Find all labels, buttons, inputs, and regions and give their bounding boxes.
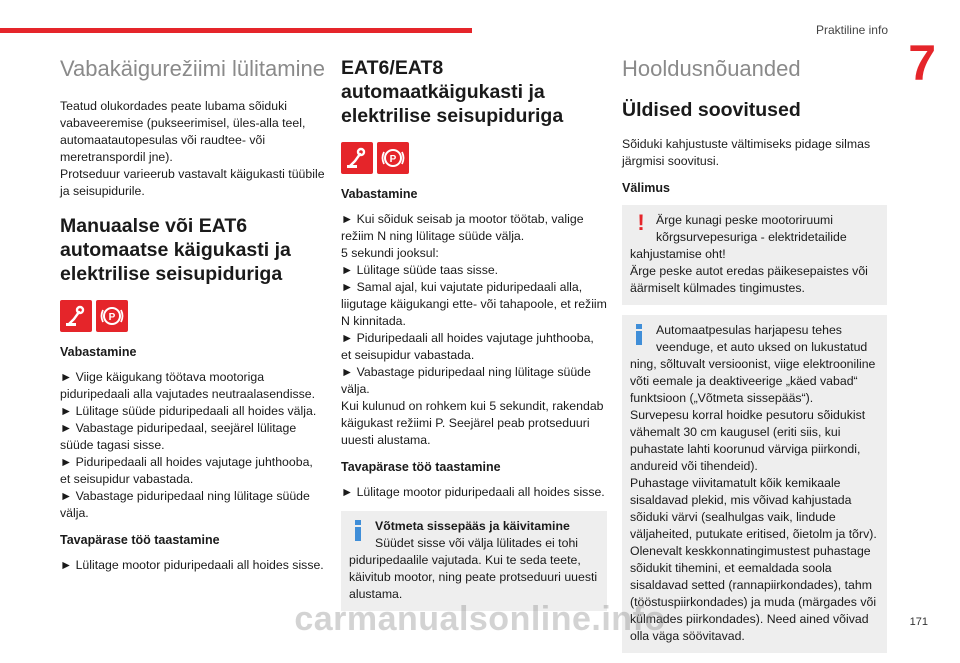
gear-lever-icon [60,300,92,332]
page-number: 171 [909,616,928,628]
column-left [60,56,325,584]
info-note [341,511,607,611]
intro-paragraph: Teatud olukordades peate lubama sõiduki vabaveeremise (pukseerimisel, üles-alla teel, automaatautopesulas või raudtee- või meretranspordil jne). Protseduur varieerub vastavalt käigukasti tüübile ja seisupidurile. [60,99,325,198]
info-icon [349,518,371,542]
restore-step: ► Lülitage mootor piduripedaali all hoides sisse. [341,485,605,499]
release-heading: Vabastamine [341,187,418,201]
release-steps: ► Kui sõiduk seisab ja mootor töötab, valige režiim N ning lülitage süüde välja. 5 sekundi jooksul: ► Lülitage süüde taas sisse. ► Samal ajal, kui vajutate piduripedaali alla, liigutage käigukangi ette- või tahapoole, et režiim N kinnitada. ► Piduripedaali all hoides vajutage juhthooba, et seisupidur vabastada. ► Vabastage piduripedaal ning lülitage süüde välja. Kui kulunud on rohkem kui 5 sekundit, rakendab käigukast režiimi P. Seejärel peab protseduuri uuesti alustama. [341,212,607,447]
header-accent-bar [0,28,472,33]
watermark: carmanualsonline.info [294,600,666,638]
column-middle [341,56,607,621]
warning-note [622,205,887,305]
warning-exclamation-icon: ! [637,210,645,235]
gear-lever-icon [341,142,373,174]
subsection-heading-manual: Manuaalse või EAT6 automaatse käigukasti ja elektrilise seisupiduriga [60,215,291,285]
restore-step: ► Lülitage mootor piduripedaali all hoides sisse. [60,558,324,572]
intro-paragraph: Sõiduki kahjustuste vältimiseks pidage silmas järgmisi soovitusi. [622,137,871,168]
exterior-heading: Välimus [622,181,670,195]
subsection-heading-automatic: EAT6/EAT8 automaatkäigukasti ja elektrilise seisupiduriga [341,57,564,127]
info-icon [630,322,652,346]
note-text: Süüdet sisse või välja lülitades ei tohi piduripedaalile vajutada. Kui te seda teete, käivitub mootor, ning peate protseduuri uuesti alustama. [349,536,598,601]
running-head: Praktiline info [815,23,888,37]
parking-brake-icon [96,300,128,332]
svg-text:P: P [389,154,397,165]
release-heading: Vabastamine [60,345,137,359]
restore-heading: Tavapärase töö taastamine [60,533,220,547]
chapter-number: 7 [908,35,936,91]
svg-text:P: P [108,312,116,323]
info-text: Automaatpesulas harjapesu tehes veenduge, et auto uksed on lukustatud ning, sõltuvalt versioonist, viige elektrooniline võti eemale ja deaktiveerige „käed vabad“ funktsioon („Võtmeta sissepääs“). Survepesu korral hoidke pesutoru sõidukist vähemalt 30 cm kaugusel (eriti siis, kui puhastate lahti koorunud värviga piirkondi, andureid või tihendeid). Puhastage viivitamatult kõik kemikaale sisaldavad plekid, mis võivad kahjustada sõiduki värvi (sealhulgas vaik, lindude väljaheited, putukate eritised, õietolm ja tõrv). Olenevalt keskkonnatingimustest puhastage sõidukit tihemini, et eemaldada soola sisaldavad setted (rannapiirkondades), tahm (tööstuspiirkondades) ja muda (märgades või külmades piirkondades). Need ained võivad olla väga söövitavad. [630,323,877,643]
icon-row [60,300,325,332]
subsection-heading-general: Üldised soovitused [622,99,801,121]
section-heading-freewheel: Vabakäigurežiimi lülitamine [60,56,325,81]
parking-brake-icon [377,142,409,174]
release-steps: ► Viige käigukang töötava mootoriga piduripedaali alla vajutades neutraalasendisse. ► Lülitage süüde piduripedaali all hoides välja. ► Vabastage piduripedaal, seejärel lülitage süüde tagasi sisse. ► Piduripedaali all hoides vajutage juhthooba, et seisupidur vabastada. ► Vabastage piduripedaal ning lülitage süüde välja. [60,370,317,520]
warning-text: Ärge kunagi peske mootoriruumi kõrgsurvepesuriga - elektridetailide kahjustamise oht! Ärge peske autot eredas päikesepaistes või äärmiselt külmades tingimustes. [630,213,868,295]
restore-heading: Tavapärase töö taastamine [341,460,501,474]
note-title: Võtmeta sissepääs ja käivitamine [375,519,570,533]
column-right [622,56,887,663]
section-heading-care: Hooldusnõuanded [622,56,801,81]
icon-row [341,142,607,174]
